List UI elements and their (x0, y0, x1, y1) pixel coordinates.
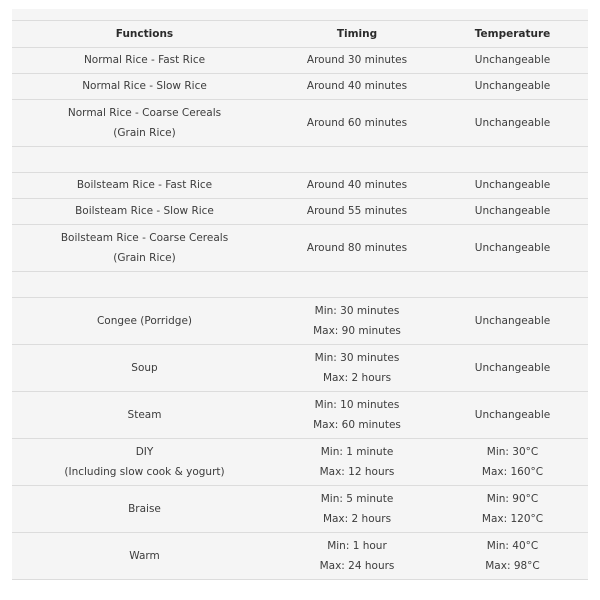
function-cell-line: (Including slow cook & yogurt) (64, 466, 225, 478)
timing-cell-line: Min: 1 minute (320, 445, 394, 458)
temperature-cell-line: Min: 40°C (486, 539, 539, 552)
temperature-cell (437, 392, 588, 439)
table-spacer-row (12, 147, 588, 173)
timing-cell (277, 100, 437, 147)
table-row (12, 74, 588, 100)
timing-cell-line: Around 40 minutes (306, 179, 408, 192)
temperature-cell (437, 298, 588, 345)
timing-cell-line: Max: 2 hours (322, 513, 392, 525)
function-cell (12, 48, 277, 74)
temperature-cell-line: Unchangeable (474, 408, 551, 421)
temperature-cell (437, 439, 588, 486)
function-cell-line: DIY (135, 445, 154, 458)
timing-cell-line: Max: 12 hours (319, 466, 395, 478)
timing-cell (277, 199, 437, 225)
timing-cell-line: Max: 60 minutes (313, 419, 401, 431)
temperature-cell (437, 48, 588, 74)
function-cell (12, 100, 277, 147)
temperature-cell (437, 225, 588, 272)
table-row (12, 345, 588, 392)
timing-cell-line: Around 60 minutes (306, 116, 408, 129)
timing-cell (277, 392, 437, 439)
temperature-cell-line: Unchangeable (474, 205, 551, 218)
table-row (12, 225, 588, 272)
function-cell-line: (Grain Rice) (113, 252, 176, 264)
function-cell (12, 74, 277, 100)
table-header-row (12, 21, 588, 48)
function-cell (12, 392, 277, 439)
function-cell-line: Congee (Porridge) (96, 314, 193, 327)
timing-cell (277, 173, 437, 199)
temperature-cell-line: Unchangeable (474, 179, 551, 192)
function-cell-line: Braise (128, 502, 161, 515)
table-row (12, 173, 588, 199)
header-temperature: Temperature (437, 21, 588, 48)
function-cell-line: Normal Rice - Slow Rice (82, 80, 207, 93)
table-row (12, 486, 588, 533)
function-cell-line: Boilsteam Rice - Coarse Cereals (60, 231, 229, 244)
temperature-cell-line: Unchangeable (474, 241, 551, 254)
temperature-cell-line: Min: 30°C (486, 445, 539, 458)
temperature-cell (437, 74, 588, 100)
spacer-cell (12, 272, 588, 298)
temperature-cell-line: Max: 120°C (481, 513, 544, 525)
timing-cell-line: Around 40 minutes (306, 80, 408, 93)
timing-cell-line: Min: 1 hour (327, 539, 387, 552)
table-spacer-row (12, 272, 588, 298)
function-cell-line: Warm (129, 549, 160, 562)
timing-cell-line: Max: 90 minutes (313, 325, 401, 337)
temperature-cell-line: Unchangeable (474, 80, 551, 93)
spacer-cell (12, 147, 588, 173)
timing-cell (277, 533, 437, 580)
temperature-cell (437, 199, 588, 225)
timing-cell-line: Min: 10 minutes (314, 398, 400, 411)
timing-cell (277, 48, 437, 74)
temperature-cell (437, 486, 588, 533)
function-cell (12, 533, 277, 580)
table-row (12, 439, 588, 486)
table-row (12, 533, 588, 580)
function-cell (12, 225, 277, 272)
function-cell-line: Boilsteam Rice - Fast Rice (76, 179, 213, 192)
temperature-cell-line: Unchangeable (474, 116, 551, 129)
function-cell (12, 298, 277, 345)
temperature-cell-line: Unchangeable (474, 54, 551, 67)
timing-cell-line: Max: 24 hours (319, 560, 395, 572)
timing-cell-line: Max: 2 hours (322, 372, 392, 384)
function-cell (12, 173, 277, 199)
timing-cell-line: Min: 30 minutes (314, 351, 400, 364)
temperature-cell-line: Max: 98°C (485, 560, 540, 572)
temperature-cell (437, 100, 588, 147)
timing-cell-line: Around 80 minutes (306, 241, 408, 254)
timing-cell (277, 439, 437, 486)
function-cell-line: Normal Rice - Coarse Cereals (67, 106, 222, 119)
temperature-cell (437, 533, 588, 580)
timing-cell-line: Around 30 minutes (306, 54, 408, 67)
temperature-cell (437, 173, 588, 199)
table-row (12, 298, 588, 345)
timing-cell-line: Min: 30 minutes (314, 304, 400, 317)
functions-table (12, 20, 588, 580)
header-timing: Timing (277, 21, 437, 48)
timing-cell (277, 345, 437, 392)
timing-cell (277, 486, 437, 533)
temperature-cell-line: Min: 90°C (486, 492, 539, 505)
timing-cell (277, 225, 437, 272)
function-cell-line: Boilsteam Rice - Slow Rice (75, 205, 214, 218)
timing-cell (277, 74, 437, 100)
table-row (12, 100, 588, 147)
function-cell (12, 199, 277, 225)
function-cell (12, 486, 277, 533)
table-row (12, 48, 588, 74)
timing-cell-line: Min: 5 minute (320, 492, 394, 505)
timing-cell (277, 298, 437, 345)
table-row (12, 199, 588, 225)
header-functions: Functions (12, 21, 277, 48)
function-cell-line: Steam (127, 408, 162, 421)
function-cell-line: Soup (131, 361, 158, 374)
table-row (12, 392, 588, 439)
function-cell-line: Normal Rice - Fast Rice (83, 54, 206, 67)
function-cell-line: (Grain Rice) (113, 127, 176, 139)
temperature-cell-line: Unchangeable (474, 314, 551, 327)
table-body (12, 48, 588, 580)
function-cell (12, 439, 277, 486)
timing-cell-line: Around 55 minutes (306, 205, 408, 218)
temperature-cell-line: Max: 160°C (481, 466, 544, 478)
temperature-cell-line: Unchangeable (474, 361, 551, 374)
temperature-cell (437, 345, 588, 392)
function-cell (12, 345, 277, 392)
functions-table-container (12, 9, 588, 580)
